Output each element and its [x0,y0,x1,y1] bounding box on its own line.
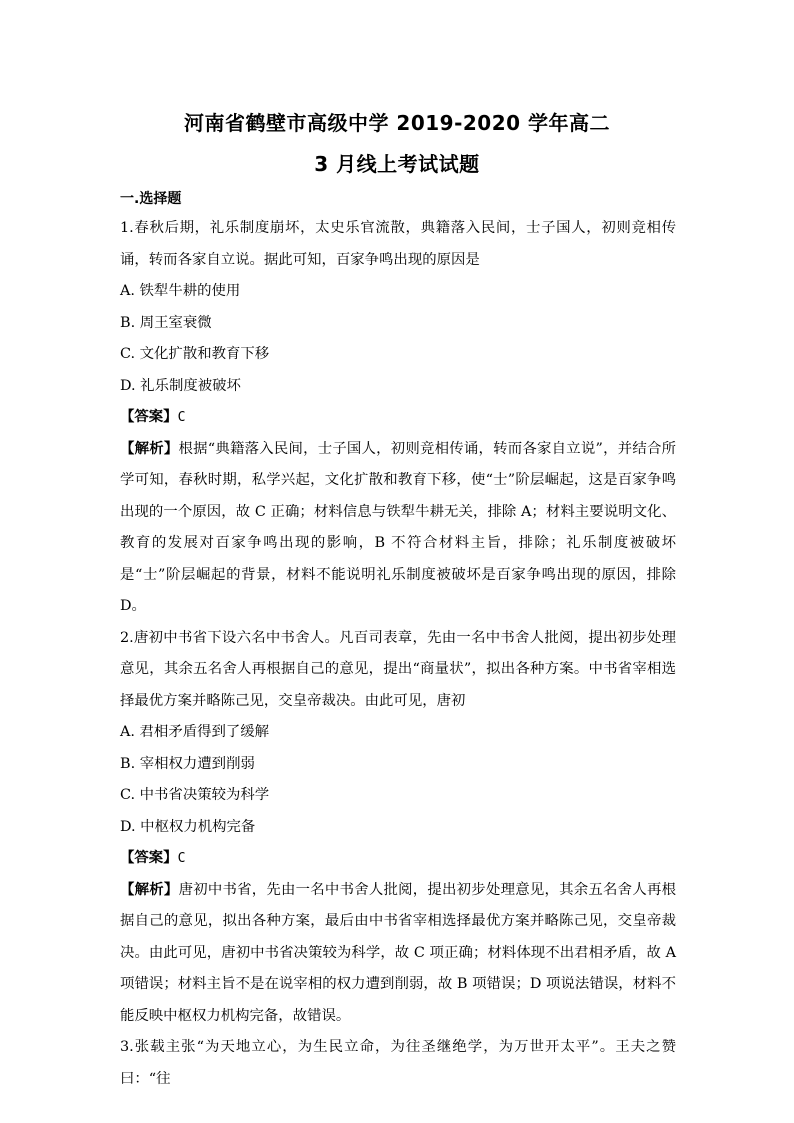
document-title-line2: 3 月线上考试试题 [314,152,480,176]
question-1-analysis [120,434,676,623]
analysis-label: 【解析】 [120,881,179,898]
question-1-option-b: B. 周王室衰微 [120,314,212,331]
question-2-option-a: A. 君相矛盾得到了缓解 [120,724,270,740]
question-1-option-d: D. 礼乐制度被破坏 [120,377,241,394]
answer-value: C [177,410,186,425]
answer-label: 【答案】 [120,409,178,425]
question-2-option-b: B. 宰相权力遭到削弱 [120,755,255,772]
answer-label: 【答案】 [120,850,178,866]
question-1-option-c: C. 文化扩散和教育下移 [120,346,270,362]
analysis-text: 根据“典籍落入民间，士子国人，初则竞相传诵，转而各家自立说”，并结合所学可知，春秋时期，私学兴起，文化扩散和教育下移，使“士”阶层崛起，这是百家争鸣出现的一个原因，故 C 正确；材料信息与铁犁牛耕无关，排除 A；材料主要说明文化、教育的发展对百家争鸣出现的影响，B 不符合材料主旨，排除；礼乐制度被破坏是“士”阶层崛起的背景，材料不能说明礼乐制度被破坏是百家争鸣出现的原因，排除 D。 [120,440,676,614]
question-1-answer [120,402,676,434]
question-2-analysis [120,875,676,1033]
question-1-option-a: A. 铁犁牛耕的使用 [120,283,241,299]
analysis-text: 唐初中书省，先由一名中书舍人批阅，提出初步处理意见，其余五名舍人再根据自己的意见，拟出各种方案，最后由中书省宰相选择最优方案并略陈己见，交皇帝裁决。由此可见，唐初中书省决策较为科学，故 C 项正确；材料体现不出君相矛盾，故 A 项错误；材料主旨不是在说宰相的权力遭到削弱，故 B 项错误；D 项说法错误，材料不能反映中枢权力机构完备，故错误。 [120,881,676,1024]
questions-content [120,213,676,1095]
question-2-stem: 2.唐初中书省下设六名中书舍人。凡百司表章，先由一名中书舍人批阅，提出初步处理意见，其余五名舍人再根据自己的意见，提出“商量状”，拟出各种方案。中书省宰相选择最优方案并略陈己见，交皇帝裁决。由此可见，唐初 [120,629,676,709]
document-title-line1: 河南省鹤壁市高级中学 2019-2020 学年高二 [183,111,611,135]
analysis-label: 【解析】 [120,440,179,457]
question-3-stem: 3.张载主张“为天地立心，为生民立命，为往圣继绝学，为万世开太平”。王夫之赞曰：“往 [120,1039,676,1087]
question-1-stem: 1.春秋后期，礼乐制度崩坏，太史乐官流散，典籍落入民间，士子国人，初则竞相传诵，转而各家自立说。据此可知，百家争鸣出现的原因是 [120,220,676,268]
question-2-option-d: D. 中枢权力机构完备 [120,818,256,835]
question-2-answer [120,843,676,875]
question-2-option-c: C. 中书省决策较为科学 [120,787,270,803]
section-heading: 一.选择题 [120,191,182,207]
answer-value: C [177,851,186,866]
